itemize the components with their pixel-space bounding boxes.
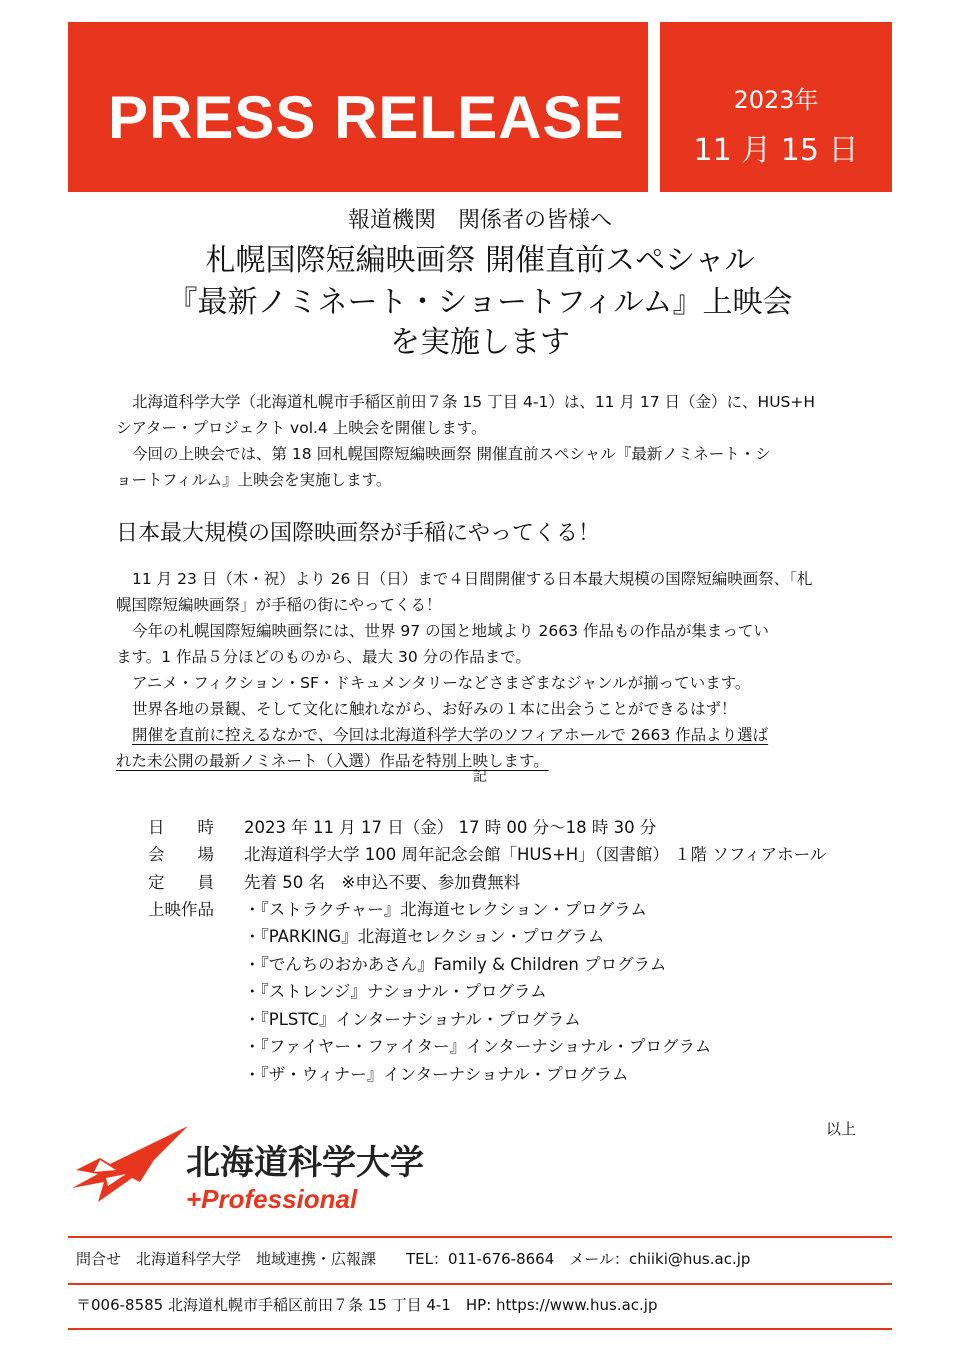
press-release-title: PRESS RELEASE — [108, 84, 625, 151]
footer-divider — [68, 1328, 892, 1330]
detail-date — [148, 820, 656, 837]
venue-value: 北海道科学大学 100 周年記念会館「HUS+H」（図書館） １階 ソフィアホール — [244, 845, 827, 864]
section-text-underlined: 開催を直前に控えるなかで、今回は北海道科学大学のソフィアホールで 2663 作品より選ば — [132, 726, 769, 744]
section-text: 世界各地の景観、そして文化に触れながら、お好みの１本に出会うことができるはず！ — [132, 700, 737, 718]
headline-line-1: 札幌国際短編映画祭 開催直前スペシャル — [205, 243, 755, 278]
detail-venue — [148, 847, 826, 864]
work-item: ・『ストラクチャー』北海道セレクション・プログラム — [244, 900, 647, 919]
intro-paragraphs — [116, 389, 876, 493]
intro-text: シアター・プロジェクト vol.4 上映会を開催します。 — [116, 419, 487, 437]
intro-text: ョートフィルム』上映会を実施します。 — [116, 471, 392, 489]
section-text: アニメ・フィクション・SF・ドキュメンタリーなどさまざまなジャンルが揃っています。 — [132, 674, 751, 692]
section-text: 今年の札幌国際短編映画祭には、世界 97 の国と地域より 2663 作品もの作品が集まってい — [132, 622, 769, 640]
section-body — [116, 566, 876, 774]
date-value: 2023 年 11 月 17 日（金） 17 時 00 分～18 時 30 分 — [244, 818, 657, 837]
work-item: ・『PLSTC』インターナショナル・プログラム — [244, 1010, 581, 1029]
work-item: ・『PARKING』北海道セレクション・プログラム — [244, 927, 605, 946]
footer-contact: 問合せ 北海道科学大学 地域連携・広報課 TEL：011-676-8664 メール：chiiki@hus.ac.jp — [76, 1250, 751, 1268]
press-release-banner — [68, 22, 648, 192]
headline-line-3: を実施します — [390, 325, 570, 360]
footer-address: 〒006-8585 北海道札幌市手稲区前田７条 15 丁目 4-1 HP: https://www.hus.ac.jp — [76, 1296, 658, 1314]
section-text: 11 月 23 日（木・祝）より 26 日（日）まで４日間開催する日本最大規模の国際短編映画祭、「札 — [132, 570, 813, 588]
work-item: ・『ストレンジ』ナショナル・プログラム — [244, 982, 547, 1001]
salutation: 報道機関 関係者の皆様へ — [347, 208, 612, 233]
footer-divider — [68, 1236, 892, 1238]
intro-text: 北海道科学大学（北海道札幌市手稲区前田７条 15 丁目 4-1）は、11 月 17 日（金）に、HUS+H — [132, 393, 816, 411]
capacity-label: 定 員 — [148, 873, 214, 892]
release-month-day: 11 月 15 日 — [693, 133, 859, 168]
date-label: 日 時 — [148, 818, 214, 837]
detail-capacity — [148, 875, 520, 892]
release-year: 2023年 — [733, 86, 819, 114]
work-item: ・『ファイヤー・ファイター』インターナショナル・プログラム — [244, 1037, 712, 1056]
release-date-box — [660, 22, 892, 192]
intro-text: 今回の上映会では、第 18 回札幌国際短編映画祭 開催直前スペシャル『最新ノミネート・シ — [132, 445, 771, 463]
detail-works-label — [148, 902, 244, 919]
capacity-value: 先着 50 名 ※申込不要、参加費無料 — [244, 873, 521, 892]
work-item: ・『ザ・ウィナー』インターナショナル・プログラム — [244, 1065, 629, 1084]
footer-divider — [68, 1283, 892, 1285]
closing-mark: 以上 — [826, 1120, 857, 1138]
section-title: 日本最大規模の国際映画祭が手稲にやってくる！ — [116, 521, 601, 546]
logo-tagline: +Professional — [186, 1184, 358, 1214]
ki-mark: 記 — [473, 769, 487, 785]
section-text-underlined: れた未公開の最新ノミネート（入選）作品を特別上映します。 — [116, 752, 549, 770]
work-item: ・『でんちのおかあさん』Family & Children プログラム — [244, 955, 667, 974]
section-text: 幌国際短編映画祭」が手稲の街にやってくる！ — [116, 596, 442, 614]
logo-university-name: 北海道科学大学 — [186, 1143, 424, 1183]
section-text: ます。1 作品５分ほどのものから、最大 30 分の作品まで。 — [116, 648, 531, 666]
wing-shape — [72, 1126, 188, 1202]
university-logo-emblem — [70, 1124, 190, 1204]
works-label: 上映作品 — [148, 900, 214, 919]
headline-line-2: 『最新ノミネート・ショートフィルム』上映会 — [167, 285, 793, 320]
venue-label: 会 場 — [148, 845, 214, 864]
